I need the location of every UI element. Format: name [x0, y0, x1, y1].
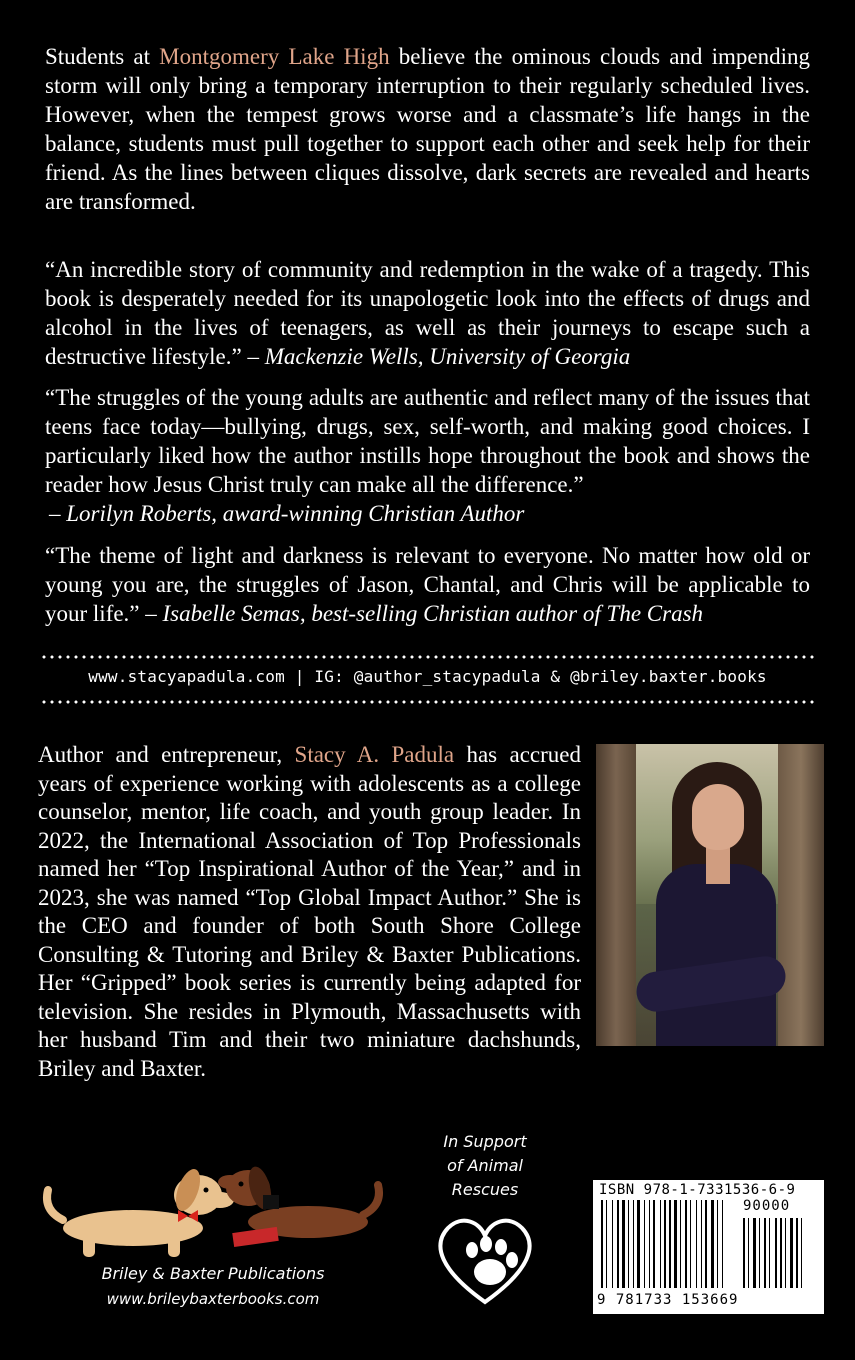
- isbn-barcode: [593, 1180, 824, 1314]
- animal-rescue-badge: [420, 1130, 550, 1320]
- author-photo: [596, 744, 824, 1046]
- blurb-paragraph: Students at Montgomery Lake High believe the ominous clouds and impending storm will only bring a temporary interruption to their regularly scheduled lives. However, when the tempest grows worse and a classmate’s life hangs in the balance, students must pull together to support each other and seek help for their friend. As the lines between cliques dissolve, dark secrets are revealed and hearts are transformed.: [45, 44, 810, 214]
- review-attribution-2: – Lorilyn Roberts, award-winning Christian Author: [49, 501, 525, 526]
- review-quote-2: “The struggles of the young adults are authentic and reflect many of the issues that teens face today—bullying, drugs, sex, self-worth, and making good choices. I particularly liked how the author instills hope throughout the book and shows the reader how Jesus Christ truly can make all the difference.” – Lorilyn Roberts, award-winning Christian Author: [45, 385, 810, 526]
- school-name: Montgomery Lake High: [159, 44, 390, 69]
- publisher-url: www.brileybaxterbooks.com: [106, 1290, 320, 1308]
- review-quote-3: “The theme of light and darkness is relevant to everyone. No matter how old or young you are, the struggles of Jason, Chantal, and Chris will be applicable to your life.” – Isabelle Semas, best-selling Christian author of The Crash: [45, 543, 810, 626]
- author-name: Stacy A. Padula: [294, 742, 455, 767]
- isbn-number: ISBN 978-1-7331536-6-9: [599, 1182, 796, 1198]
- heart-paw-icon: [430, 1210, 540, 1310]
- review-attribution-3: – Isabelle Semas, best-selling Christian author of The Crash: [145, 601, 704, 626]
- publisher-logo: [38, 1150, 388, 1320]
- review-attribution-1: – Mackenzie Wells, University of Georgia: [247, 344, 631, 369]
- divider-bottom: [40, 700, 815, 704]
- publisher-name: Briley & Baxter Publications: [101, 1264, 325, 1283]
- barcode-bars: [601, 1200, 816, 1292]
- author-bio: Author and entrepreneur, Stacy A. Padula has accrued years of experience working with adolescents as a college counselor, mentor, life coach, and youth group leader. In 2022, the International Association of Top Professionals named her “Top Inspirational Author of the Year,” and in 2023, she was named “Top Global Impact Author.” She is the CEO and founder of both South Shore College Consulting & Tutoring and Briley & Baxter Publications. Her “Gripped” book series is currently being adapted for television. She resides in Plymouth, Massachusetts with her husband Tim and their two miniature dachshunds, Briley and Baxter.: [38, 742, 581, 1081]
- price-addon: 90000: [743, 1198, 791, 1214]
- dachshunds-icon: [38, 1150, 388, 1262]
- barcode-digits: 9 781733 153669: [597, 1292, 739, 1308]
- links-line: www.stacyapadula.com | IG: @author_stacypadula & @briley.baxter.books: [88, 667, 767, 686]
- review-quote-1: “An incredible story of community and redemption in the wake of a tragedy. This book is desperately needed for its unapologetic look into the effects of drugs and alcohol in the lives of teenagers, as well as their journeys to escape such a destructive lifestyle.” – Mackenzie Wells, University of Georgia: [45, 257, 810, 369]
- rescue-text: In Support of Animal Rescues: [443, 1132, 527, 1199]
- divider-top: [40, 655, 815, 659]
